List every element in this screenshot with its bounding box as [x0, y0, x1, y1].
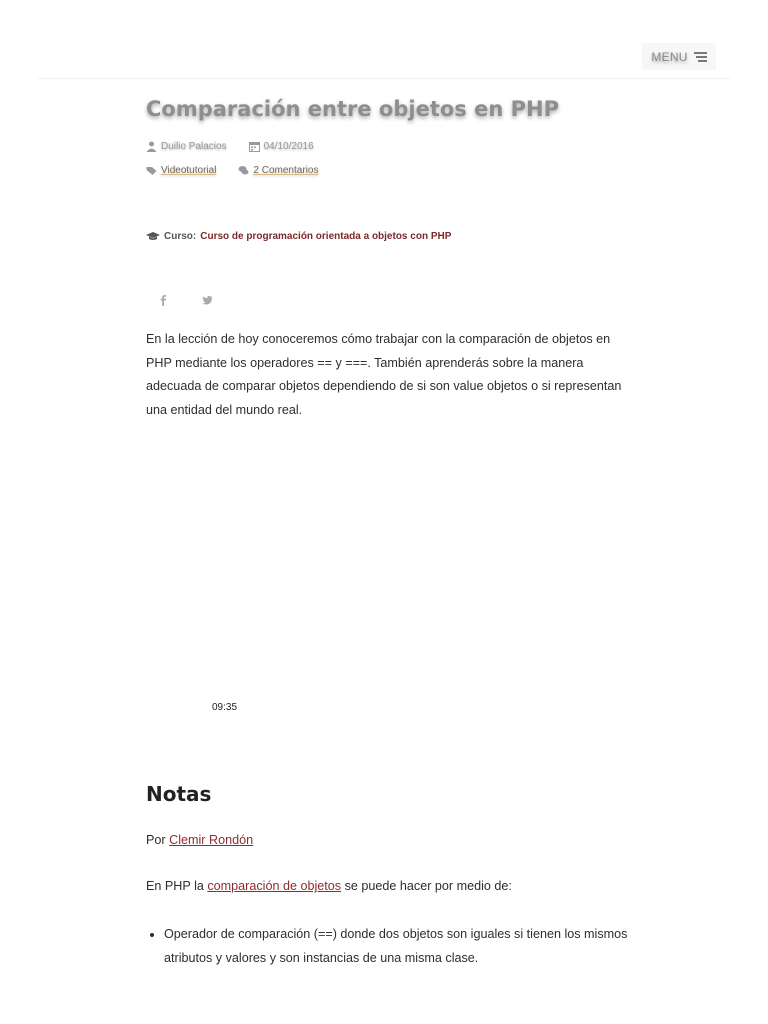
paragraph-suffix: se puede hacer por medio de: — [344, 879, 512, 893]
notes-author-link[interactable]: Clemir Rondón — [169, 833, 254, 847]
category-link[interactable]: Videotutorial — [161, 165, 217, 176]
calendar-icon — [249, 141, 260, 152]
twitter-icon — [200, 293, 214, 307]
intro-paragraph: En la lección de hoy conoceremos cómo trabajar con la comparación de objetos en PHP mediante los operadores == y ===. También aprenderás sobre la manera adecuada de comparar objetos dependiendo de si son value objetos o si representan una entidad del mundo real. — [146, 332, 622, 417]
course-link[interactable]: Curso de programación orientada a objetos con PHP — [200, 231, 452, 242]
menu-button[interactable] — [642, 43, 716, 70]
date-meta — [249, 141, 314, 152]
hamburger-icon — [694, 52, 707, 62]
author-meta — [146, 141, 227, 152]
paragraph-prefix: En PHP la — [146, 879, 204, 893]
byline-prefix: Por — [146, 833, 166, 847]
facebook-share-button[interactable] — [156, 293, 170, 307]
notes-byline — [146, 833, 253, 847]
notes-bullet-list — [146, 923, 644, 970]
user-icon — [146, 141, 157, 152]
top-bar — [38, 0, 730, 79]
tag-icon — [146, 165, 157, 176]
video-duration: 09:35 — [212, 702, 238, 713]
video-player[interactable] — [146, 440, 626, 730]
comments-link[interactable]: 2 Comentarios — [253, 165, 319, 176]
course-info — [146, 231, 451, 242]
post-meta-tags — [146, 165, 318, 176]
course-label: Curso: — [164, 231, 197, 242]
page-title: Comparación entre objetos en PHP — [146, 97, 559, 121]
share-buttons — [156, 293, 214, 307]
post-date: 04/10/2016 — [263, 141, 314, 152]
comments-icon — [238, 165, 249, 176]
notes-heading: Notas — [146, 782, 212, 806]
object-comparison-link[interactable]: comparación de objetos — [207, 879, 342, 893]
twitter-share-button[interactable] — [200, 293, 214, 307]
category-meta — [146, 165, 216, 176]
graduation-cap-icon — [146, 231, 160, 242]
notes-paragraph — [146, 879, 512, 893]
comments-meta — [238, 165, 318, 176]
post-meta-author-date — [146, 141, 314, 152]
facebook-icon — [156, 293, 170, 307]
menu-label: MENU — [651, 49, 688, 64]
author-name: Duilio Palacios — [161, 141, 227, 152]
list-item: • Operador de comparación (==) donde dos objetos son iguales si tienen los mismos atributos y valores y son instancias de una misma clase. — [164, 923, 644, 970]
